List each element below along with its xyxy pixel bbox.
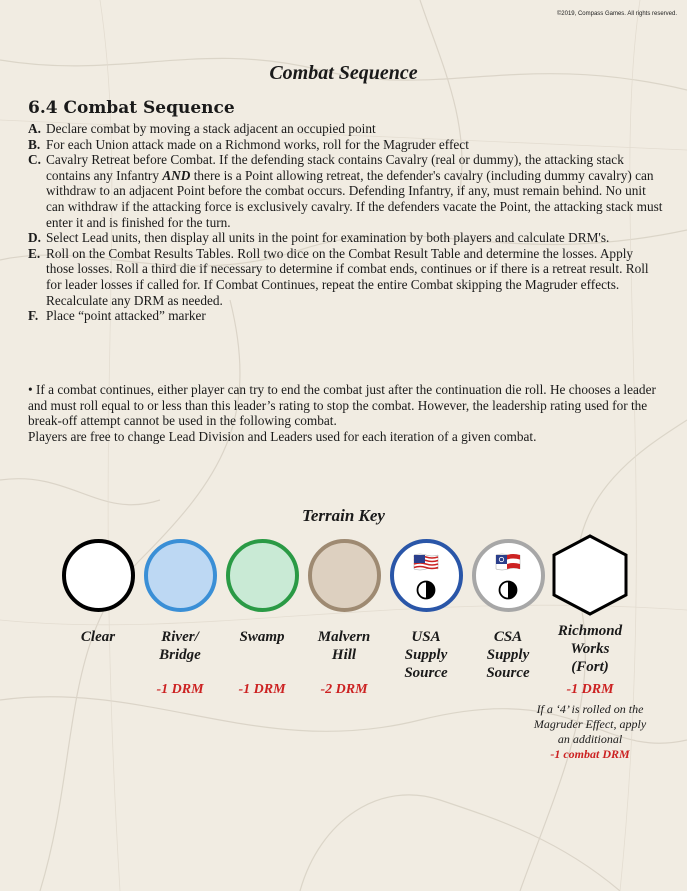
half-circle-icon	[416, 580, 436, 600]
step-text: Place “point attacked” marker	[46, 308, 206, 324]
csa-flag-icon	[494, 553, 522, 573]
drm-value: -1 DRM	[238, 682, 286, 697]
fort-note-text: If a ‘4’ is rolled on the Magruder Effect, apply an additional	[533, 702, 647, 746]
step-text: Roll on the Combat Results Tables. Roll two dice on the Combat Result Table and determine the losses. Apply those losses. Roll a third die if necessary to determine if combat ends, continues or if there is a retreat result. Roll for leader losses if called for. If Combat Continues, repeat the entire Combat skipping the Magruder effects. Recalculate any DRM as needed.	[46, 245, 649, 308]
fort-note	[532, 702, 648, 762]
note-paragraph: • If a combat continues, either player can try to end the combat just after the continuation die roll. He chooses a leader and must roll equal to or less than this leader’s rating to stop the combat. However, the leadership rating used for the break-off attempt cannot be used in the following combat.	[28, 382, 656, 429]
drm-value: -2 DRM	[320, 682, 368, 697]
step-letter: F.	[28, 308, 39, 324]
fort-note-red-text: -1 combat DRM	[550, 747, 630, 761]
terrain-label: Richmond Works (Fort)	[557, 623, 623, 675]
page-title: Combat Sequence	[269, 62, 418, 84]
step-letter: D.	[28, 230, 41, 246]
usa-supply-icon	[390, 539, 463, 612]
combat-steps-list	[28, 121, 663, 324]
terrain-label: Clear	[80, 629, 116, 645]
csa-supply-icon	[472, 539, 545, 612]
step-b	[28, 137, 663, 153]
drm-value: -1 DRM	[156, 682, 204, 697]
terrain-label: Swamp	[239, 629, 285, 645]
clear-terrain-icon	[62, 539, 135, 612]
terrain-label: Malvern Hill	[317, 629, 371, 663]
terrain-label: CSA Supply Source	[486, 629, 530, 681]
step-letter: A.	[28, 121, 41, 136]
river-terrain-icon	[144, 539, 217, 612]
step-text: Select Lead units, then display all units in the point for examination by both players and calculate DRM's.	[46, 230, 610, 246]
step-d	[28, 230, 663, 246]
step-e	[28, 246, 663, 308]
terrain-richmond-works	[533, 536, 647, 761]
step-letter: B.	[28, 136, 41, 152]
drm-value: -1 DRM	[566, 682, 614, 697]
terrain-label: USA Supply Source	[404, 629, 448, 681]
half-circle-icon	[498, 580, 518, 600]
section-heading: 6.4 Combat Sequence	[28, 98, 235, 118]
terrain-label: River/ Bridge	[159, 629, 201, 663]
step-text: For each Union attack made on a Richmond works, roll for the Magruder effect	[46, 136, 469, 152]
hill-terrain-icon	[308, 539, 381, 612]
step-text: Declare combat by moving a stack adjacent an occupied point	[46, 121, 376, 136]
terrain-key	[50, 536, 647, 786]
step-text: there is a Point allowing retreat, the defender's cavalry (including dummy cavalry) can withdraw to an adjacent Point before the combat occurs. Defending Infantry, if any, must remain behind. No unit can withdraw if the attacking force is exclusively cavalry. If the defenders vacate the Point, the attacking stack must enter it and is finished for the turn.	[46, 167, 663, 230]
step-c	[28, 152, 663, 230]
us-flag-icon	[412, 553, 440, 573]
swamp-terrain-icon	[226, 539, 299, 612]
note-paragraph: Players are free to change Lead Division and Leaders used for each iteration of a given combat.	[28, 428, 537, 444]
terrain-key-title: Terrain Key	[302, 506, 385, 525]
step-f	[28, 308, 663, 324]
combat-notes	[28, 382, 668, 444]
step-a	[28, 121, 663, 137]
copyright-notice: ©2019, Compass Games. All rights reserved.	[556, 11, 677, 17]
step-letter: E.	[28, 245, 41, 261]
step-emphasis: AND	[162, 167, 191, 183]
step-letter: C.	[28, 152, 41, 168]
step-text: Cavalry Retreat before Combat. If the defending stack contains Cavalry (real or dummy), the attacking stack contains any Infantry	[46, 152, 624, 183]
fort-hexagon-icon	[550, 534, 630, 616]
